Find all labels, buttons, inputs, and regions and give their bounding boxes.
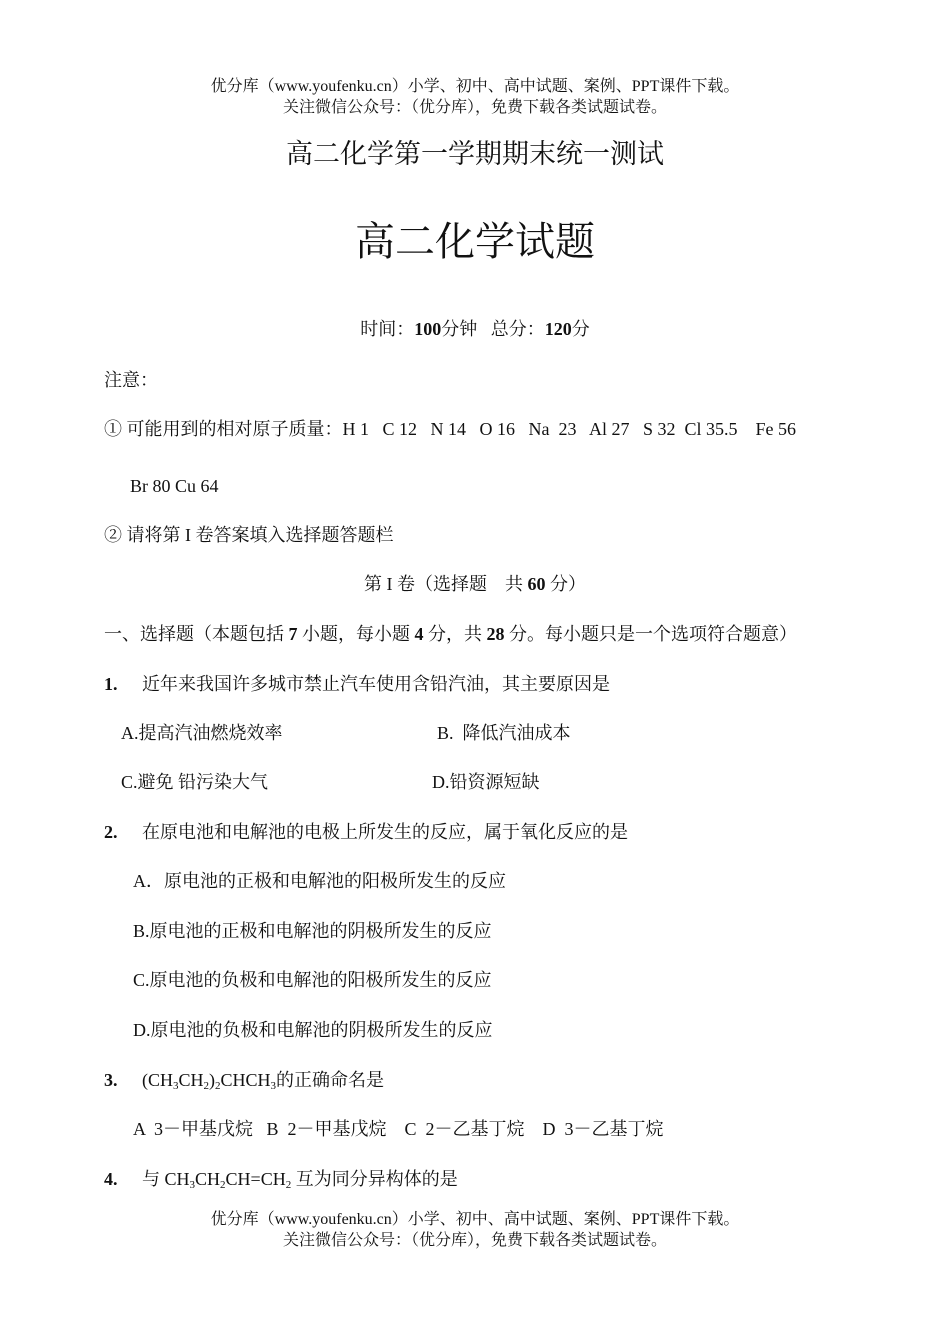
subject-title: 高二化学试题 — [355, 219, 595, 264]
question-stem: 互为同分异构体的是 — [295, 1169, 458, 1189]
header-line-1: 优分库（www.youfenku.cn）小学、初中、高中试题、案例、PPT课件下载。 — [210, 78, 740, 95]
q1-option-a: A.提高汽油燃烧效率 — [121, 723, 283, 743]
q1-option-b: B. 降低汽油成本 — [437, 723, 571, 743]
chemical-formula: $(CH_3CH_2)_2CHCH_3$ — [142, 1070, 277, 1092]
question-stem: 的正确命名是 — [276, 1070, 385, 1090]
q2-option-a: A．原电池的正极和电解池的阳极所发生的反应 — [133, 871, 506, 891]
q1-option-c: C.避免 铅污染大气 — [121, 772, 269, 792]
question-2: 2. 在原电池和电解池的电极上所发生的反应，属于氧化反应的是 — [104, 822, 628, 842]
q3-options — [133, 1118, 664, 1140]
q2-option-b: B.原电池的正极和电解池的阴极所发生的反应 — [133, 921, 492, 941]
q3-option-d: D 3－乙基丁烷 — [542, 1119, 664, 1139]
footer-line-1: 优分库（www.youfenku.cn）小学、初中、高中试题、案例、PPT课件下载。 — [210, 1211, 740, 1228]
section-title: 第 I 卷（选择题 共 60 分） — [364, 574, 586, 594]
q2-option-c: C.原电池的负极和电解池的阳极所发生的反应 — [133, 970, 492, 990]
notes-heading: 注意： — [104, 370, 158, 390]
q2-option-d: D.原电池的负极和电解池的阴极所发生的反应 — [133, 1020, 493, 1040]
note-2: ② 请将第 I 卷答案填入选择题答题栏 — [104, 525, 394, 545]
q1-option-d: D.铅资源短缺 — [432, 772, 540, 792]
chemical-formula: $CH_3CH_2CH=CH_2$ — [164, 1169, 292, 1191]
total-value: 120 — [544, 319, 572, 339]
q3-option-c: C 2－乙基丁烷 — [404, 1119, 525, 1139]
part-one-heading: 一、选择题（本题包括 7 小题，每小题 4 分，共 28 分。每小题只是一个选项符合题意） — [104, 624, 797, 644]
time-info: 时间：100分钟 总分：120分 — [360, 319, 590, 339]
question-1: 1. 近年来我国许多城市禁止汽车使用含铅汽油，其主要原因是 — [104, 674, 610, 694]
question-stem: 近年来我国许多城市禁止汽车使用含铅汽油，其主要原因是 — [142, 674, 610, 694]
note-1-line-2: Br 80 Cu 64 — [130, 476, 219, 496]
time-value: 100 — [414, 319, 442, 339]
q3-option-b: B 2－甲基戊烷 — [266, 1119, 387, 1139]
note-1-line-1: ① 可能用到的相对原子质量：H 1 C 12 N 14 O 16 Na 23 Al 27 S 32 Cl 35.5 Fe 56 — [104, 419, 797, 439]
footer-line-2: 关注微信公众号：（优分库），免费下载各类试题试卷。 — [282, 1232, 667, 1249]
q3-option-a: A 3－甲基戊烷 — [133, 1119, 254, 1139]
question-3: 3. $(CH_3CH_2)_2CHCH_3$的正确命名是 — [104, 1070, 385, 1092]
question-stem: 在原电池和电解池的电极上所发生的反应，属于氧化反应的是 — [142, 822, 628, 842]
exam-title: 高二化学第一学期期末统一测试 — [286, 139, 664, 169]
header-line-2: 关注微信公众号：（优分库），免费下载各类试题试卷。 — [282, 99, 667, 116]
question-4: 4. 与 $CH_3CH_2CH=CH_2$ 互为同分异构体的是 — [104, 1169, 458, 1191]
